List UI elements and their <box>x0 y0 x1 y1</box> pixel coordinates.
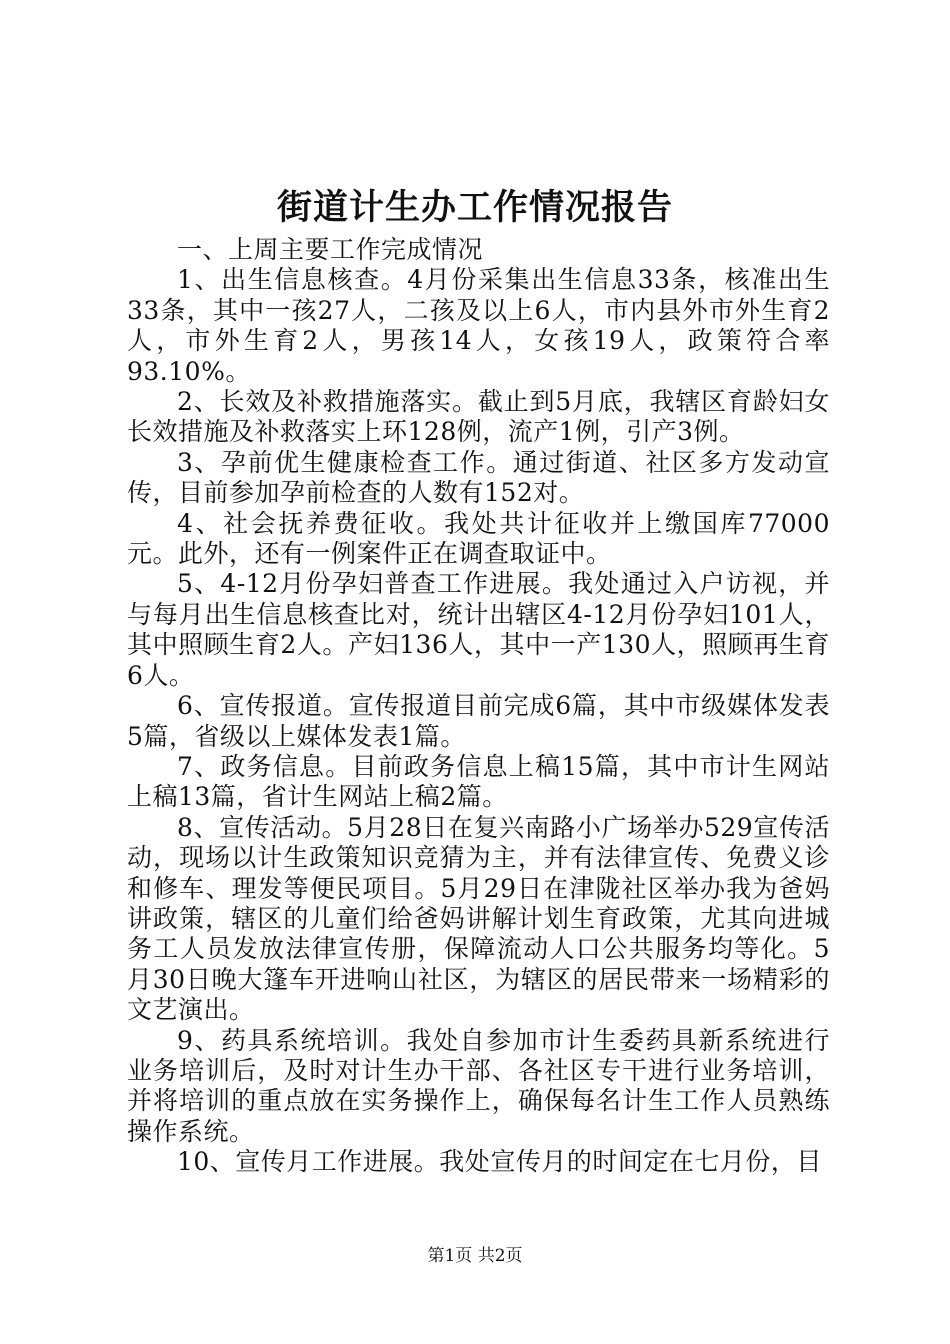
paragraph-publicity-month: 10、宣传月工作进展。我处宣传月的时间定在七月份，目 <box>177 1147 822 1177</box>
paragraph-publicity-events: 8、宣传活动。5月28日在复兴南路小广场举办529宣传活动，现场以计生政策知识竞猜为主，并有法律宣传、免费义诊和修车、理发等便民项目。5月29日在津陇社区举办我为爸妈讲政策，辖区的儿童们给爸妈讲解计划生育政策，尤其向进城务工人员发放法律宣传册，保障流动人口公共服务均等化。5月30日晚大篷车开进响山社区，为辖区的居民带来一场精彩的文艺演出。 <box>127 812 830 1025</box>
document-title: 街道计生办工作情况报告 <box>276 188 673 228</box>
paragraph-prenatal-check: 3、孕前优生健康检查工作。通过街道、社区多方发动宣传，目前参加孕前检查的人数有152对。 <box>127 447 830 508</box>
paragraph-long-term-measures: 2、长效及补救措施落实。截止到5月底，我辖区育龄妇女长效措施及补救落实上环128例，流产1例，引产3例。 <box>127 387 830 447</box>
paragraph-government-info: 7、政务信息。目前政务信息上稿15篇，其中市计生网站上稿13篇，省计生网站上稿2篇。 <box>127 751 830 812</box>
paragraph-publicity-reports: 6、宣传报道。宣传报道目前完成6篇，其中市级媒体发表5篇，省级以上媒体发表1篇。 <box>127 691 830 751</box>
paragraph-social-fee: 4、社会抚养费征收。我处共计征收并上缴国库77000元。此外，还有一例案件正在调查取证中。 <box>127 508 830 569</box>
paragraph-birth-info: 1、出生信息核查。4月份采集出生信息33条，核准出生33条，其中一孩27人，二孩及以上6人，市内县外市外生育2人，市外生育2人，男孩14人，女孩19人，政策符合率93.10%。 <box>127 265 830 386</box>
paragraph-pregnancy-survey: 5、4-12月份孕妇普查工作进展。我处通过入户访视，并与每月出生信息核查比对，统计出辖区4-12月份孕妇101人，其中照顾生育2人。产妇136人，其中一产130人，照顾再生育6人。 <box>127 569 830 690</box>
document-body <box>127 235 830 1178</box>
page-footer: 第1页 共2页 <box>427 1246 523 1266</box>
section-heading: 一、上周主要工作完成情况 <box>177 235 484 264</box>
paragraph-training: 9、药具系统培训。我处自参加市计生委药具新系统进行业务培训后，及时对计生办干部、各社区专干进行业务培训，并将培训的重点放在实务操作上，确保每名计生工作人员熟练操作系统。 <box>127 1025 830 1146</box>
